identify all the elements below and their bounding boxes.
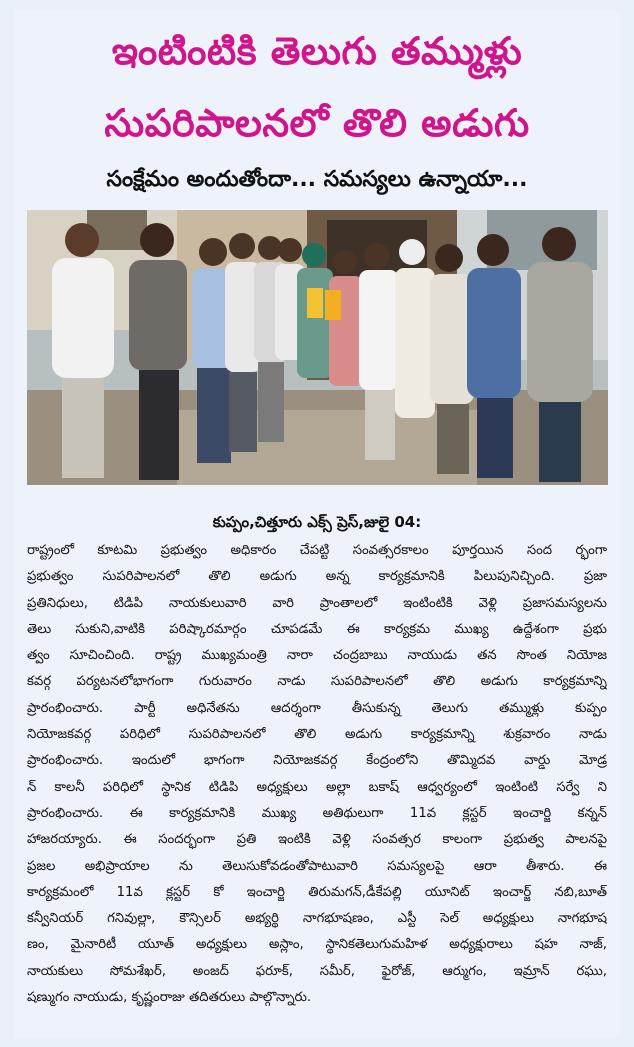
article-line: త్వం సూచించింది. రాష్ట్ర ముఖ్యమంత్రి నారా చంద్రబాబు నాయుడు తన సొంత నియోజ xyxy=(27,648,607,664)
article-line: రాష్ట్రంలో కూటమి ప్రభుత్వం అధికారం చేపట్టి సంవత్సరకాలం పూర్తయిన సంద ర్భంగా xyxy=(27,543,607,558)
article-line: తెలు సుకుని,వాటికి పరిష్కారమార్గం చూపడమే ఈ కార్యక్రమ ముఖ్య ఉద్దేశంగా ప్రభు xyxy=(27,621,607,637)
article-line: న్ కాలనీ పరిధిలో స్థానిక టిడిపి అధ్యక్షులు అల్లా బకాష్ ఆధ్వర్యంలో ఇంటింటి సర్వే ని xyxy=(27,779,607,795)
headline-line-2: సుపరిపాలనలో తొలి అడుగు xyxy=(104,101,530,145)
article-line: కన్వీనియర్ గనివుల్లా, కౌన్సిలర్ అభ్యర్థి నాగభూషణం, ఎస్టీ సెల్ అధ్యక్షులు నాగభూష xyxy=(27,911,607,927)
article-line: ప్రారంభించారు. పార్టీ అధినేతను ఆదర్శంగా తీసుకున్న తెలుగు తమ్ముళ్లు కుప్పం xyxy=(27,700,607,716)
article-line: కార్యక్రమంలో 11వ క్లస్టర్ కో ఇంచార్జి తిరుమగన్,డీకేపల్లి యూనిట్ ఇంచార్జ్ నబి,బూత్ xyxy=(27,884,607,900)
article-line: నియోజకవర్గ పరిధిలో సుపరిపాలనలో తొలి అడుగు కార్యక్రమాన్ని శుక్రవారం నాడు xyxy=(27,727,607,743)
article-line: ణం, మైనారిటీ యూత్ అధ్యక్షులు అస్లాం, స్థానికతెలుగుమహిళ అధ్యక్షురాలు షహ నాజ్, xyxy=(27,937,607,953)
article-body xyxy=(27,538,607,1038)
article-line: ప్రారంభించారు. ఈ కార్యక్రమానికి ముఖ్య అతిథులుగా 11వ క్లస్టర్ ఇంచార్జి కన్నన్ xyxy=(27,805,607,821)
article-line: షణ్ముగం నాయుడు, కృష్ణంరాజు తదితరులు పాల్గొన్నారు. xyxy=(27,990,312,1006)
dateline: కుప్పం,చిత్తూరు ఎక్స్ ప్రెస్,జులై 04: xyxy=(212,513,422,531)
article-line: ప్రజల అభిప్రాయాల ను తెలుసుకోవడంతోపాటువారి సమస్యలపై ఆరా తీశారు. ఈ xyxy=(27,858,607,874)
subheadline: సంక్షేమం అందుతోందా... సమస్యలు ఉన్నాయా... xyxy=(106,167,528,192)
headline-line-1: ఇంటింటికి తెలుగు తమ్ముళ్లు xyxy=(111,29,523,73)
article-line: ప్రారంభించారు. ఇందులో భాగంగా నియోజకవర్గ కేంద్రంలోని తొమ్మిదవ వార్డు మోడ్ర xyxy=(27,753,607,769)
article-line: నాయకులు సోమశేఖర్, అంజద్ ఫరూక్, సమీర్, ఫైరోజ్, ఆర్ముగం, ఇమ్రాన్ రఘు, xyxy=(27,963,607,979)
article-line: హాజరయ్యారు. ఈ సందర్భంగా ప్రతి ఇంటికి వెళ్లి సంవత్సర కాలంగా ప్రభుత్వ పాలనపై xyxy=(27,832,607,848)
article-line: కవర్గ పర్యటనలోభాగంగా గురువారం నాడు సుపరిపాలనలో తొలి అడుగు కార్యక్రమాన్ని xyxy=(27,674,607,690)
article-line: ప్రభుత్వం సుపరిపాలనలో తొలి అడుగు అన్న కార్యక్రమానికి పిలుపునిచ్చింది. ప్రజా xyxy=(27,569,607,585)
news-photo xyxy=(27,210,608,485)
article-line: ప్రతినిధులు, టిడిపి నాయకులువారి వారి ప్రాంతాలలో ఇంటింటికి వెళ్లి ప్రజాసమస్యలను xyxy=(27,595,607,611)
